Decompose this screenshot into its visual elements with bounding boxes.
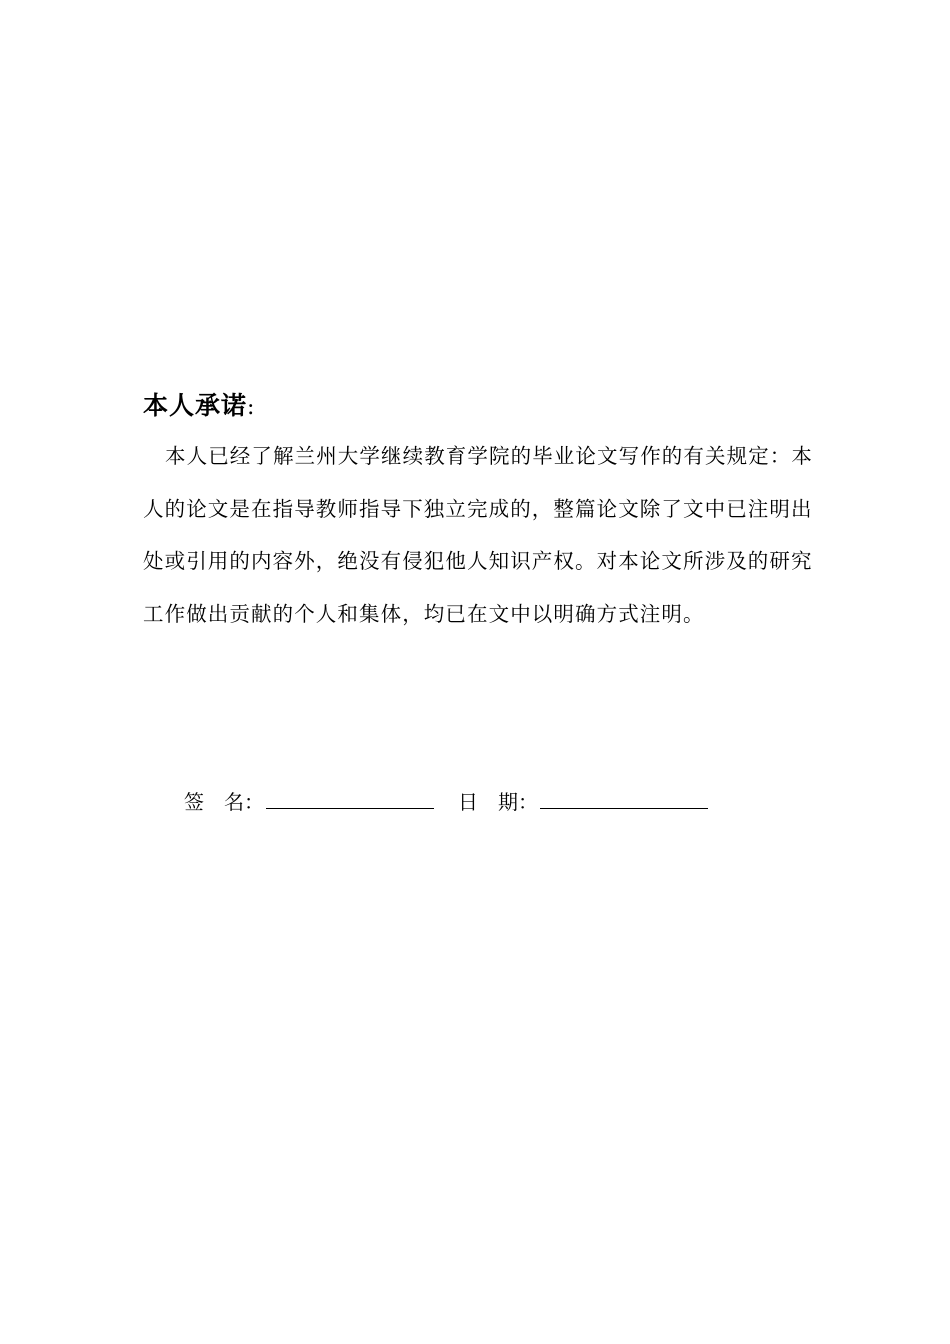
pledge-body-text: 本人已经了解兰州大学继续教育学院的毕业论文写作的有关规定：本人的论文是在指导教师指导下独立完成的，整篇论文除了文中已注明出处或引用的内容外，绝没有侵犯他人知识产权。对本论文所涉及的研究工作做出贡献的个人和集体，均已在文中以明确方式注明。 — [143, 444, 813, 626]
signature-row — [184, 786, 708, 815]
date-blank-line[interactable] — [540, 788, 708, 809]
pledge-heading-text: 本人承诺 — [143, 391, 248, 420]
pledge-heading — [143, 386, 255, 422]
signature-blank-line[interactable] — [266, 788, 434, 809]
date-label: 日 期： — [458, 790, 538, 814]
signature-label: 签 名： — [184, 790, 264, 814]
pledge-heading-colon: : — [247, 395, 256, 420]
